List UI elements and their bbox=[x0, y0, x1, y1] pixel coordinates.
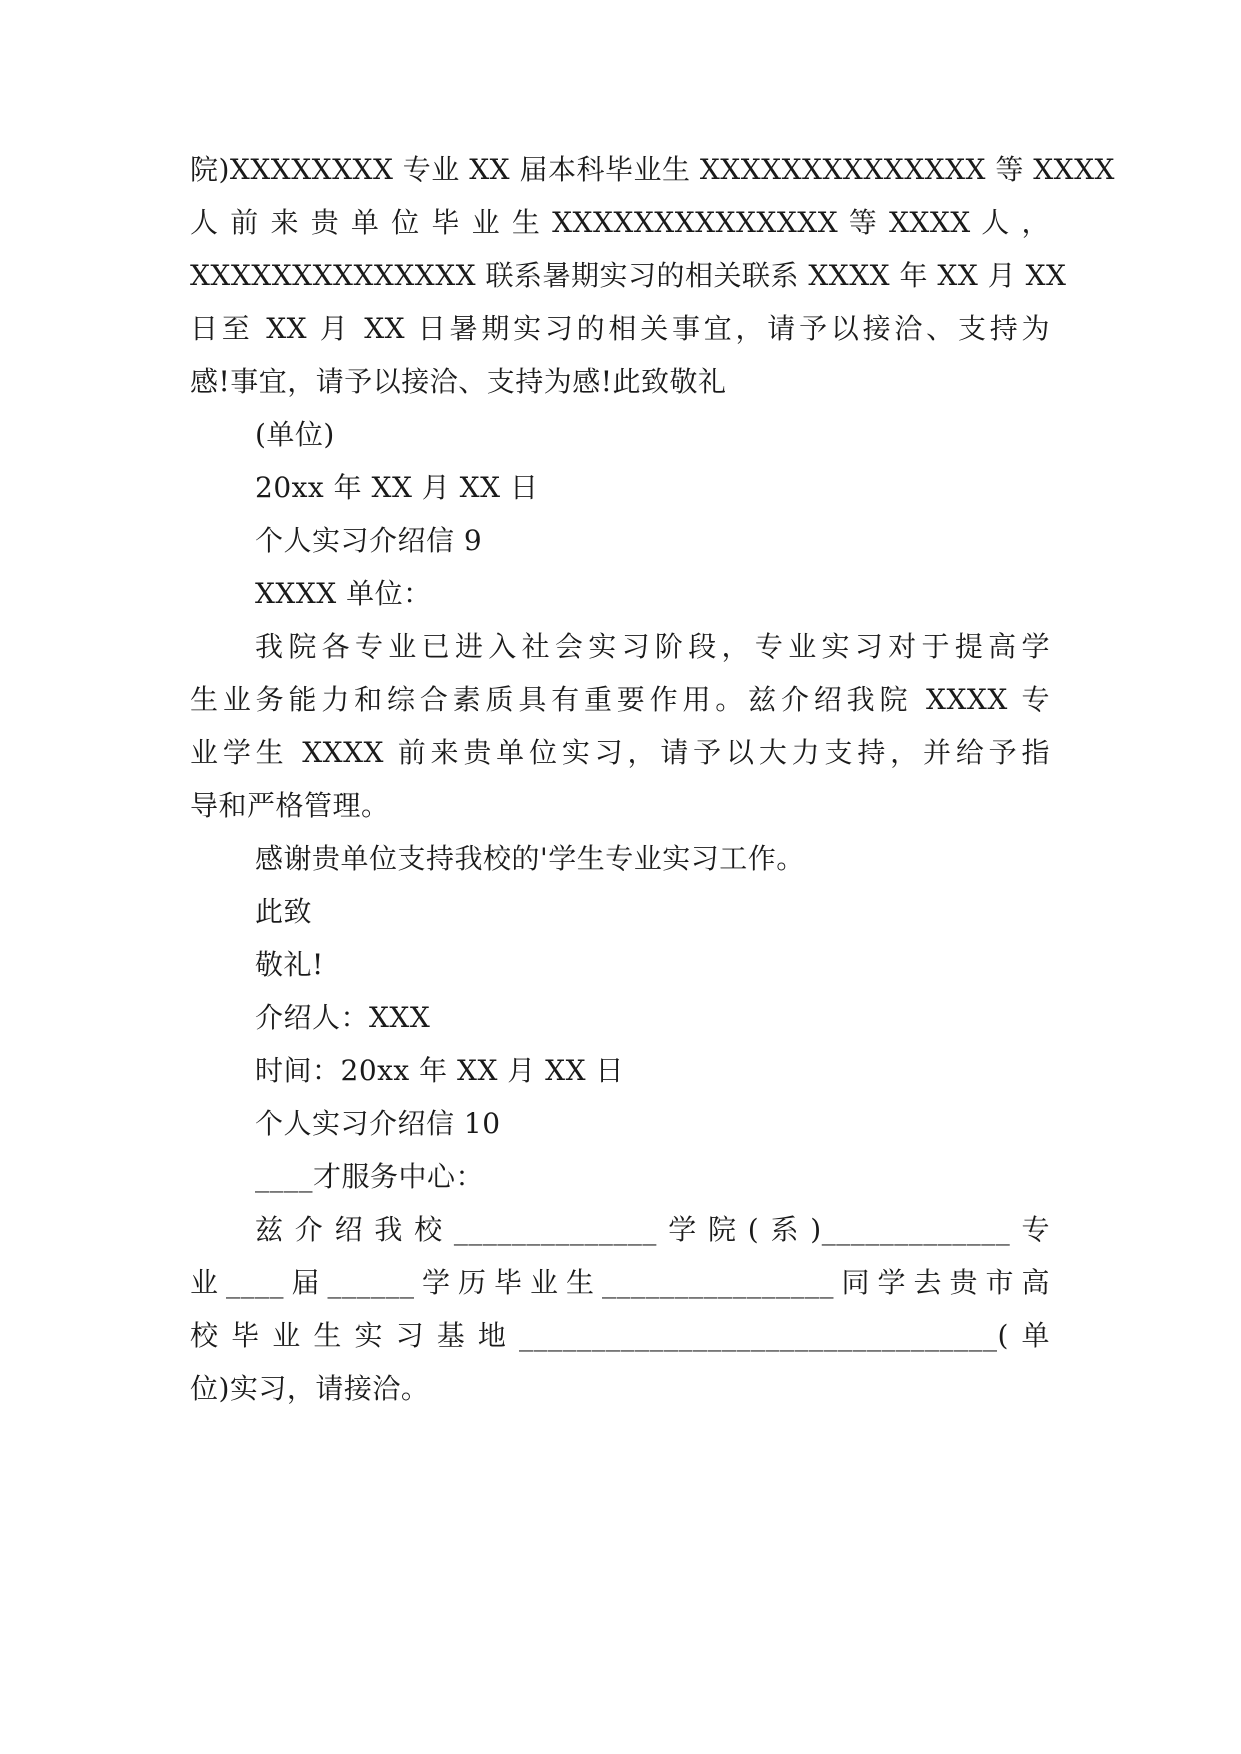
form-line-2: 业____届______学历毕业生________________同学去贵市高 bbox=[190, 1266, 1050, 1299]
paragraph-line-4: 导和严格管理。 bbox=[190, 789, 390, 822]
introducer-line: 介绍人：XXX bbox=[255, 1001, 431, 1034]
body-text-line-3: XXXXXXXXXXXXXX 联系暑期实习的相关联系 XXXX 年 XX 月 XX bbox=[190, 259, 1067, 292]
date-line: 20xx 年 XX 月 XX 日 bbox=[255, 471, 539, 504]
paragraph-line-1: 我院各专业已进入社会实习阶段，专业实习对于提高学 bbox=[255, 630, 1050, 663]
paragraph-line-2: 生业务能力和综合素质具有重要作用。兹介绍我院 XXXX 专 bbox=[190, 683, 1050, 716]
body-text-line-5: 感!事宜，请予以接洽、支持为感!此致敬礼 bbox=[190, 365, 727, 398]
time-line: 时间：20xx 年 XX 月 XX 日 bbox=[255, 1054, 624, 1087]
body-text-line-1: 院)XXXXXXXX 专业 XX 届本科毕业生 XXXXXXXXXXXXXX 等 XXXX bbox=[190, 153, 1115, 186]
paragraph-line-3: 业学生 XXXX 前来贵单位实习，请予以大力支持，并给予指 bbox=[190, 736, 1050, 769]
section-title-10: 个人实习介绍信 10 bbox=[255, 1107, 501, 1140]
thanks-line: 感谢贵单位支持我校的'学生专业实习工作。 bbox=[255, 842, 805, 875]
salutation: XXXX 单位： bbox=[255, 577, 432, 610]
form-line-1: 兹介绍我校______________学院(系)_____________专 bbox=[255, 1213, 1050, 1246]
unit-label: (单位) bbox=[255, 418, 335, 451]
body-text-line-2: 人 前 来 贵 单 位 毕 业 生 XXXXXXXXXXXXXX 等 XXXX 人 ， bbox=[190, 206, 1050, 239]
closing-jing-li: 敬礼! bbox=[255, 948, 324, 981]
body-text-line-4: 日至 XX 月 XX 日暑期实习的相关事宜，请予以接洽、支持为 bbox=[190, 312, 1050, 345]
form-line-4: 位)实习，请接洽。 bbox=[190, 1372, 430, 1405]
section-title-9: 个人实习介绍信 9 bbox=[255, 524, 483, 557]
recipient-line: ____才服务中心： bbox=[255, 1160, 485, 1193]
closing-ci-zhi: 此致 bbox=[255, 895, 313, 928]
form-line-3: 校毕业生实习基地_________________________________(单 bbox=[190, 1319, 1050, 1352]
